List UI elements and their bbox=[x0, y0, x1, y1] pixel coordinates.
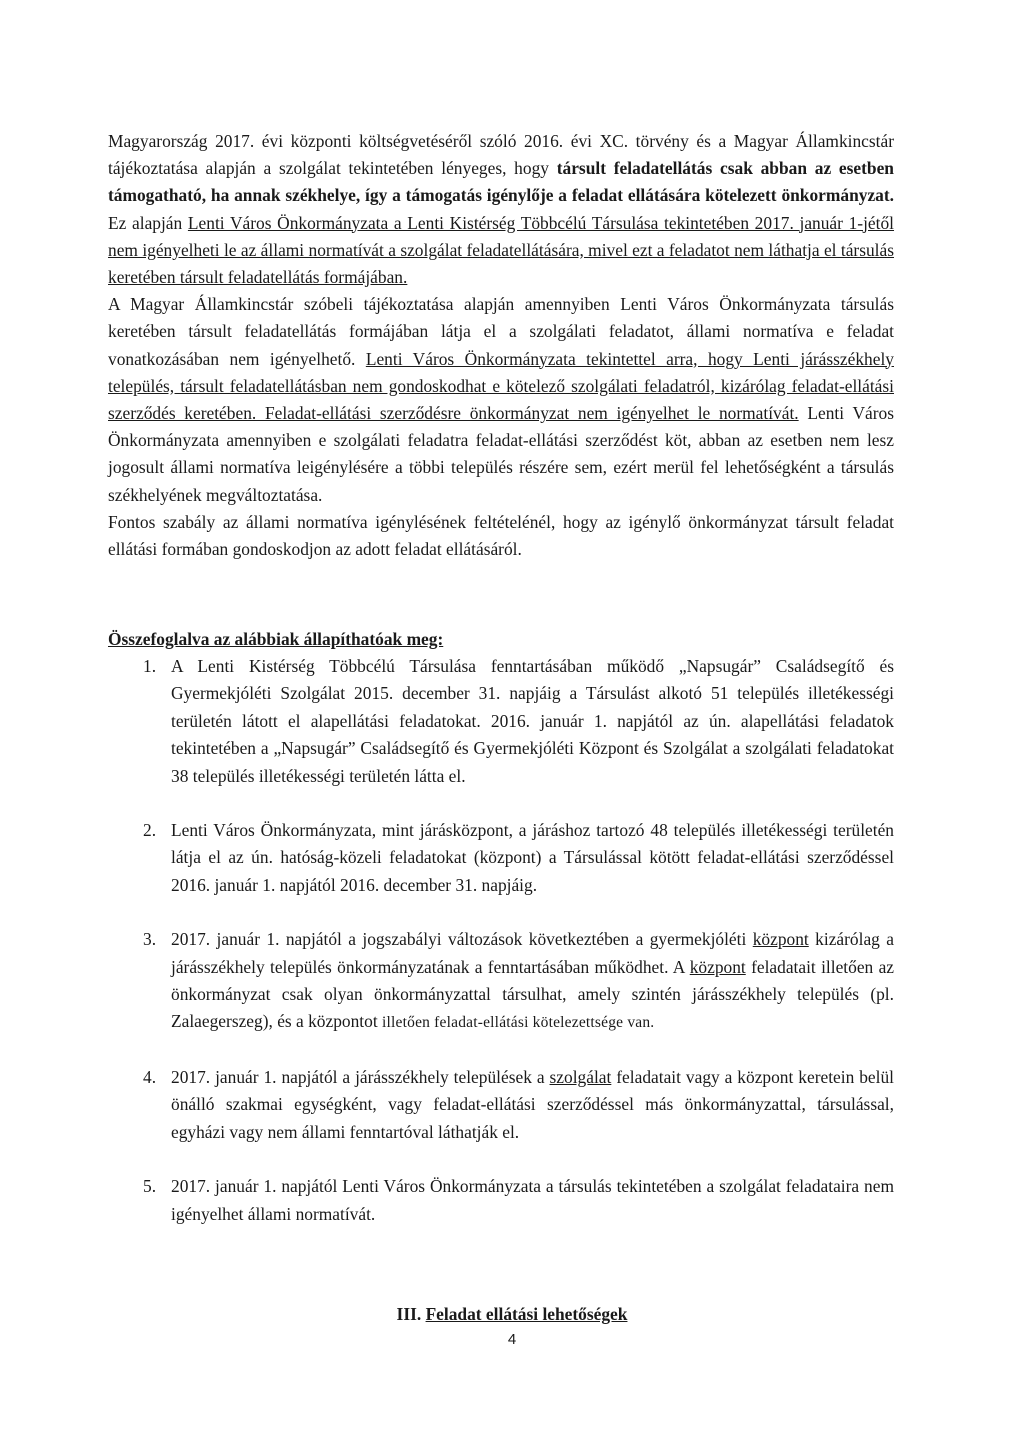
list-item-text-part: 2017. január 1. napjától a jogszabályi változások következtében a gyermekjóléti bbox=[171, 929, 753, 950]
underlined-term-szolgalat: szolgálat bbox=[549, 1066, 612, 1087]
list-item bbox=[108, 653, 894, 790]
underlined-term-kozpont: központ bbox=[752, 929, 809, 950]
paragraph-important-rule: Fontos szabály az állami normatíva igénylésének feltételénél, hogy az igénylő önkormányzat társult feladat ellátási formában gondoskodjon az adott feladat ellátásáról. bbox=[108, 511, 894, 560]
list-item-text bbox=[171, 1064, 894, 1146]
list-item-text-part: illetően feladat-ellátási kötelezettsége van. bbox=[382, 1014, 655, 1032]
paragraph-legal-basis bbox=[108, 128, 894, 291]
list-item-text-part: 2017. január 1. napjától a járásszékhely települések a bbox=[171, 1066, 550, 1087]
list-item-text: Lenti Város Önkormányzata, mint járásközpont, a járáshoz tartozó 48 település illetékességi területén látja el az ún. hatóság-közeli feladatokat (központ) a Társulással kötött feladat-ellátási szerződéssel 2016. január 1. napjától 2016. december 31. napjáig. bbox=[171, 820, 894, 895]
document-body bbox=[108, 128, 895, 1224]
list-item-number: 5. bbox=[143, 1176, 157, 1197]
list-item-number: 3. bbox=[143, 929, 157, 950]
list-item-number: 4. bbox=[143, 1066, 157, 1087]
paragraph-1-underlined-statement: Lenti Város Önkormányzata a Lenti Kistérség Többcélú Társulása tekintetében 2017. január 1-jétől nem igényelheti le az állami normatívát a szolgálat feladatellátására, mivel ezt a feladatot nem láthatja el társulás keretében társult feladatellátás formájában. bbox=[108, 212, 895, 288]
paragraph-2-text: A Magyar Államkincstár szóbeli tájékoztatása alapján amennyiben Lenti Város Önkormányzata társulás keretében társult feladatellátás formájában látja el a szolgálati feladatot, állami normatíva e feladat vonatkozásában nem igényelhető. bbox=[108, 294, 894, 369]
paragraph-2-conclusion: Lenti Város Önkormányzata amennyiben e szolgálati feladatra feladat-ellátási szerződést köt, abban az esetben nem lesz jogosult állami normatíva leigénylésére a többi település részére sem, ezért merül fel lehetőségként a társulás székhelyének megváltoztatása. bbox=[108, 403, 894, 505]
list-item-number: 1. bbox=[143, 656, 157, 676]
list-item bbox=[108, 1064, 894, 1146]
list-item-text bbox=[171, 926, 894, 1037]
section-title: Feladat ellátási lehetőségek bbox=[425, 1304, 628, 1324]
paragraph-treasury-info bbox=[108, 291, 894, 509]
summary-heading: Összefoglalva az alábbiak állapíthatóak meg: bbox=[108, 629, 444, 649]
section-number: III. bbox=[396, 1304, 422, 1324]
list-item-text: A Lenti Kistérség Többcélú Társulása fenntartásában működő „Napsugár” Családsegítő és Gyermekjóléti Szolgálat 2015. december 31. napjáig a Társulást alkotó 51 település illetékességi területén látott el alapellátási feladatokat. 2016. január 1. napjától az ún. alapellátási feladatok tekintetében a „Napsugár” Családsegítő és Gyermekjóléti Központ és Szolgálat a szolgálati feladatokat 38 település illetékességi területén látta el. bbox=[171, 656, 894, 786]
list-item-text-part: feladatait illetően az önkormányzat csak olyan önkormányzattal társulhat, amely szintén járásszékhely település (pl. Zalaegerszeg), és a központot bbox=[171, 956, 895, 1032]
list-item bbox=[108, 817, 894, 899]
section-heading bbox=[0, 1302, 1024, 1326]
summary-list bbox=[108, 653, 894, 1228]
list-item bbox=[108, 1173, 894, 1228]
paragraph-1-connector: Ez alapján bbox=[108, 212, 188, 233]
paragraph-1-text: Magyarország 2017. évi központi költségvetéséről szóló 2016. évi XC. törvény és a Magyar Államkincstár tájékoztatása alapján a szolgálat tekintetében lényeges, hogy bbox=[108, 131, 894, 179]
list-item-text-part: kizárólag a járásszékhely település önkormányzatának a fenntartásában működhet. A bbox=[171, 929, 894, 977]
underlined-term-kozpont: központ bbox=[689, 956, 746, 977]
paragraph-2-underlined-statement: Lenti Város Önkormányzata tekintettel arra, hogy Lenti járásszékhely település, társult feladatellátásban nem gondoskodhat e kötelező szolgálati feladatról, kizárólag feladat-ellátási szerződés keretében. Feladat-ellátási szerződésre önkormányzat nem igényelhet le normatívát. bbox=[108, 348, 894, 424]
list-item-text-part: feladatait vagy a központ keretein belül önálló szakmai egységként, vagy feladat-ellátási szerződéssel más önkormányzattal, társulással, egyházi vagy nem állami fenntartóval láthatják el. bbox=[171, 1066, 894, 1142]
list-item-number: 2. bbox=[143, 820, 157, 841]
paragraph-1-bold-statement: társult feladatellátás csak abban az esetben támogatható, ha annak székhelye, így a támogatás igénylője a feladat ellátására kötelezett önkormányzat. bbox=[108, 158, 894, 206]
list-item-text: 2017. január 1. napjától Lenti Város Önkormányzata a társulás tekintetében a szolgálat feladataira nem igényelhet állami normatívát. bbox=[171, 1176, 894, 1224]
list-item bbox=[108, 926, 894, 1037]
page-number: 4 bbox=[507, 1331, 517, 1348]
